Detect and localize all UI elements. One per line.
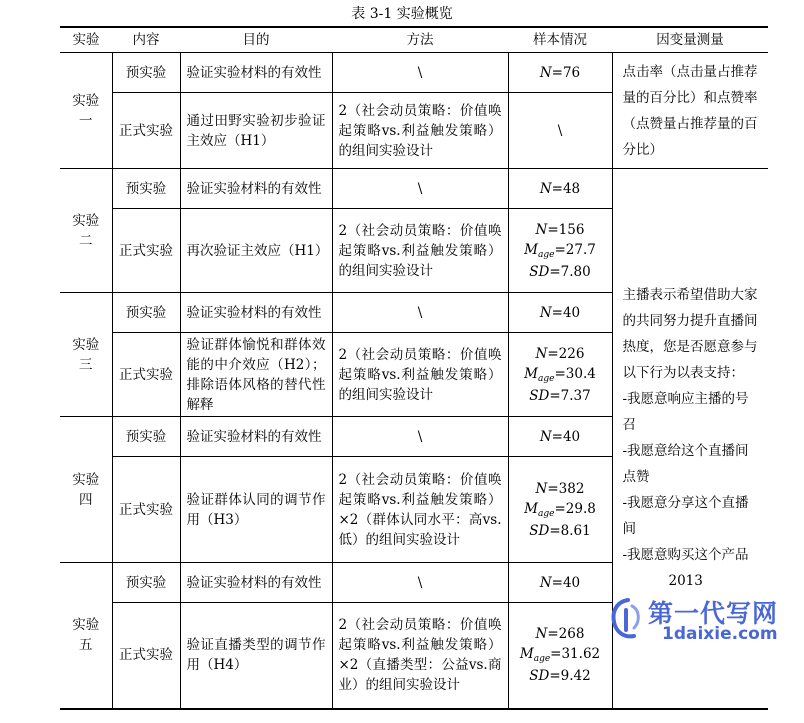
content-cell: 预实验 <box>112 53 180 93</box>
content-cell: 正式实验 <box>112 93 180 169</box>
sample-cell: N=40 <box>508 417 612 457</box>
sample-cell: N=156 $M_{age}=27.7$ SD=7.80 <box>508 209 612 293</box>
content-cell: 正式实验 <box>112 209 180 293</box>
method-cell: \ <box>332 417 508 457</box>
content-cell: 正式实验 <box>112 603 180 709</box>
method-cell: \ <box>332 563 508 603</box>
method-cell: 2（社会动员策略：价值唤起策略vs.利益触发策略）×2（群体认同水平：高vs.低）的组间实验设计 <box>332 457 508 563</box>
purpose-cell: 验证直播类型的调节作用（H4） <box>180 603 332 709</box>
method-cell: 2（社会动员策略：价值唤起策略vs.利益触发策略）的组间实验设计 <box>332 333 508 417</box>
method-cell: 2（社会动员策略：价值唤起策略vs.利益触发策略）的组间实验设计 <box>332 209 508 293</box>
header-cell: 方法 <box>332 27 508 53</box>
purpose-cell: 验证实验材料的有效性 <box>180 53 332 93</box>
content-cell: 预实验 <box>112 293 180 333</box>
experiment-label: 实验四 <box>60 417 112 563</box>
header-cell: 内容 <box>112 27 180 53</box>
header-row <box>60 27 768 53</box>
dv2-tail: 2013 <box>668 573 703 590</box>
purpose-cell: 通过田野实验初步验证主效应（H1） <box>180 93 332 169</box>
watermark-title: 第一代写网 <box>648 599 779 628</box>
sample-cell: N=40 <box>508 293 612 333</box>
experiment-label: 实验二 <box>60 169 112 293</box>
method-cell: \ <box>332 53 508 93</box>
dv2-item: -我愿意给这个直播间点赞 <box>622 443 749 486</box>
purpose-cell: 验证实验材料的有效性 <box>180 169 332 209</box>
method-cell: \ <box>332 169 508 209</box>
content-cell: 正式实验 <box>112 457 180 563</box>
purpose-cell: 验证实验材料的有效性 <box>180 293 332 333</box>
table-row <box>60 169 768 209</box>
content-cell: 预实验 <box>112 417 180 457</box>
purpose-cell: 验证群体认同的调节作用（H3） <box>180 457 332 563</box>
sample-cell: N=48 <box>508 169 612 209</box>
header-cell: 目的 <box>180 27 332 53</box>
purpose-cell: 验证群体愉悦和群体效能的中介效应（H2）；排除语体风格的替代性解释 <box>180 333 332 417</box>
sample-cell: N=382 $M_{age}=29.8$ SD=8.61 <box>508 457 612 563</box>
sample-cell: \ <box>508 93 612 169</box>
content-cell: 预实验 <box>112 169 180 209</box>
experiment-label: 实验三 <box>60 293 112 417</box>
watermark <box>606 592 794 648</box>
purpose-cell: 再次验证主效应（H1） <box>180 209 332 293</box>
watermark-logo-icon <box>606 596 646 642</box>
header-cell: 样本情况 <box>508 27 612 53</box>
header-cell: 因变量测量 <box>612 27 768 53</box>
sample-cell: N=226 $M_{age}=30.4$ SD=7.37 <box>508 333 612 417</box>
purpose-cell: 验证实验材料的有效性 <box>180 563 332 603</box>
dependent-variable-cell-1: 点击率（点击量占推荐量的百分比）和点赞率（点赞量占推荐量的百分比） <box>612 53 768 169</box>
dv2-item: -我愿意响应主播的号召 <box>622 391 749 434</box>
experiment-label: 实验五 <box>60 563 112 709</box>
header-cell: 实验 <box>60 27 112 53</box>
method-cell: 2（社会动员策略：价值唤起策略vs.利益触发策略）的组间实验设计 <box>332 93 508 169</box>
sample-cell: N=268 $M_{age}=31.62$ SD=9.42 <box>508 603 612 709</box>
table-row <box>60 53 768 93</box>
dv2-intro: 主播表示希望借助大家的共同努力提升直播间热度，您是否愿意参与以下行为以表支持： <box>622 287 758 382</box>
purpose-cell: 验证实验材料的有效性 <box>180 417 332 457</box>
dv2-item: -我愿意购买这个产品 <box>622 547 749 564</box>
method-cell: 2（社会动员策略：价值唤起策略vs.利益触发策略）×2（直播类型：公益vs.商业）的组间实验设计 <box>332 603 508 709</box>
method-cell: \ <box>332 293 508 333</box>
content-cell: 预实验 <box>112 563 180 603</box>
watermark-url: 1daixie.com <box>662 624 778 644</box>
content-cell: 正式实验 <box>112 333 180 417</box>
sample-cell: N=76 <box>508 53 612 93</box>
table-caption: 表 3-1 实验概览 <box>351 6 453 22</box>
experiment-label: 实验一 <box>60 53 112 169</box>
sample-cell: N=40 <box>508 563 612 603</box>
dv2-item: -我愿意分享这个直播间 <box>622 495 749 538</box>
